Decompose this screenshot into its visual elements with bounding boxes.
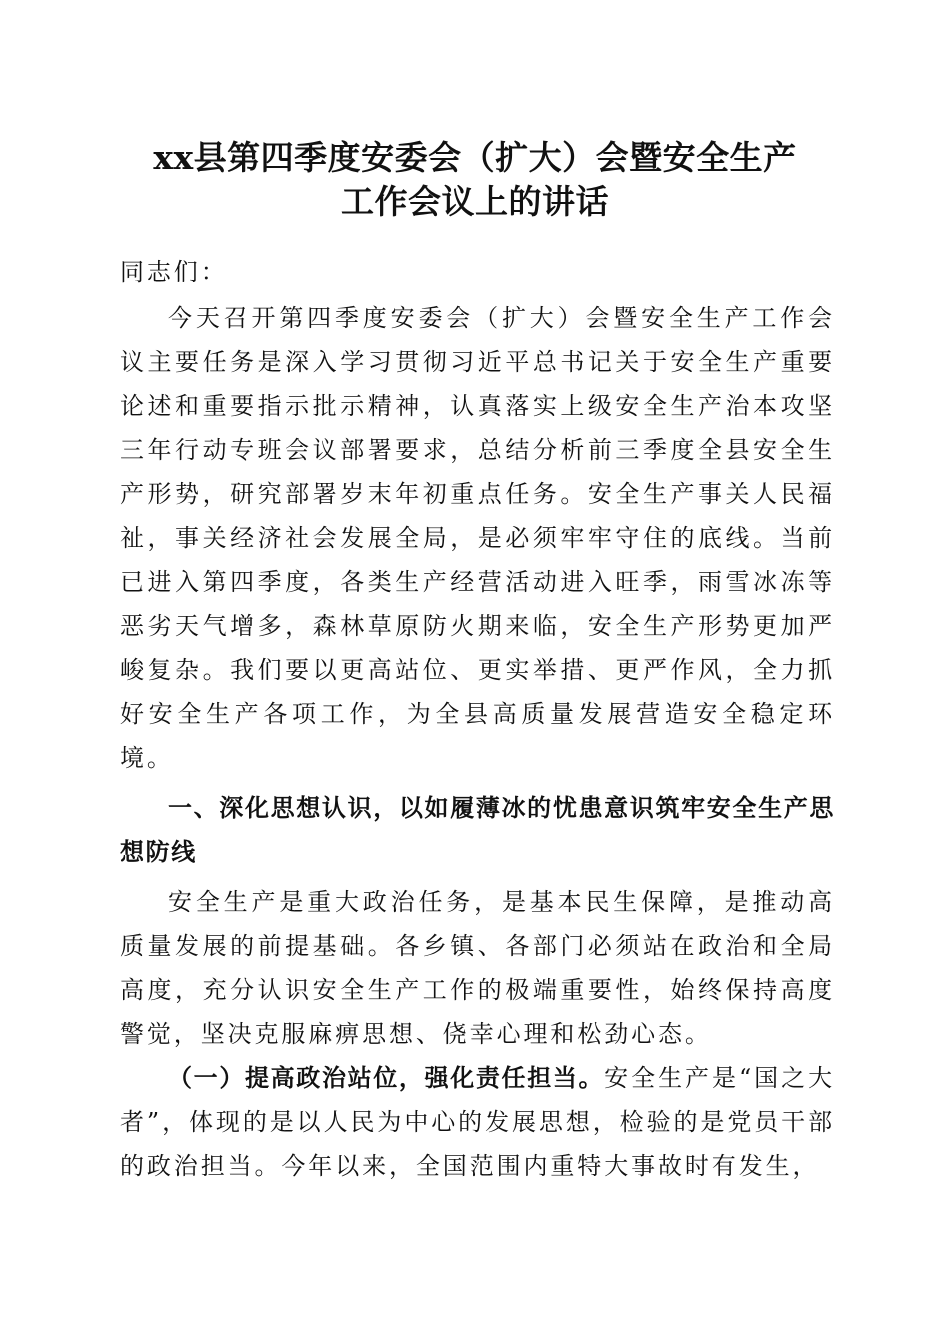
title-line-2: 工作会议上的讲话	[341, 182, 609, 221]
subsection-1-text: 安全生产是“国之大者”，体现的是以人民为中心的发展思想，检验的是党员干部的政治担当。今年以来，全国范围内重特大事故时有发生，	[120, 1064, 835, 1180]
greeting: 同志们：	[120, 258, 228, 286]
section-1-heading: 一、深化思想认识，以如履薄冰的忧患意识筑牢安全生产思想防线	[120, 794, 835, 866]
document-title	[80, 136, 870, 224]
subsection-1-lead: （一）提高政治站位，强化责任担当。	[168, 1064, 605, 1092]
title-line-1: xx县第四季度安委会（扩大）会暨安全生产	[153, 138, 797, 177]
intro-paragraph: 今天召开第四季度安委会（扩大）会暨安全生产工作会议主要任务是深入学习贯彻习近平总书记关于安全生产重要论述和重要指示批示精神，认真落实上级安全生产治本攻坚三年行动专班会议部署要求，总结分析前三季度全县安全生产形势，研究部署岁末年初重点任务。安全生产事关人民福祉，事关经济社会发展全局，是必须牢牢守住的底线。当前已进入第四季度，各类生产经营活动进入旺季，雨雪冰冻等恶劣天气增多，森林草原防火期来临，安全生产形势更加严峻复杂。我们要以更高站位、更实举措、更严作风，全力抓好安全生产各项工作，为全县高质量发展营造安全稳定环境。	[120, 304, 835, 772]
document-body	[120, 250, 835, 1188]
subsection-1-paragraph	[120, 1056, 835, 1188]
section-1-paragraph: 安全生产是重大政治任务，是基本民生保障，是推动高质量发展的前提基础。各乡镇、各部门必须站在政治和全局高度，充分认识安全生产工作的极端重要性，始终保持高度警觉，坚决克服麻痹思想、侥幸心理和松劲心态。	[120, 888, 835, 1048]
